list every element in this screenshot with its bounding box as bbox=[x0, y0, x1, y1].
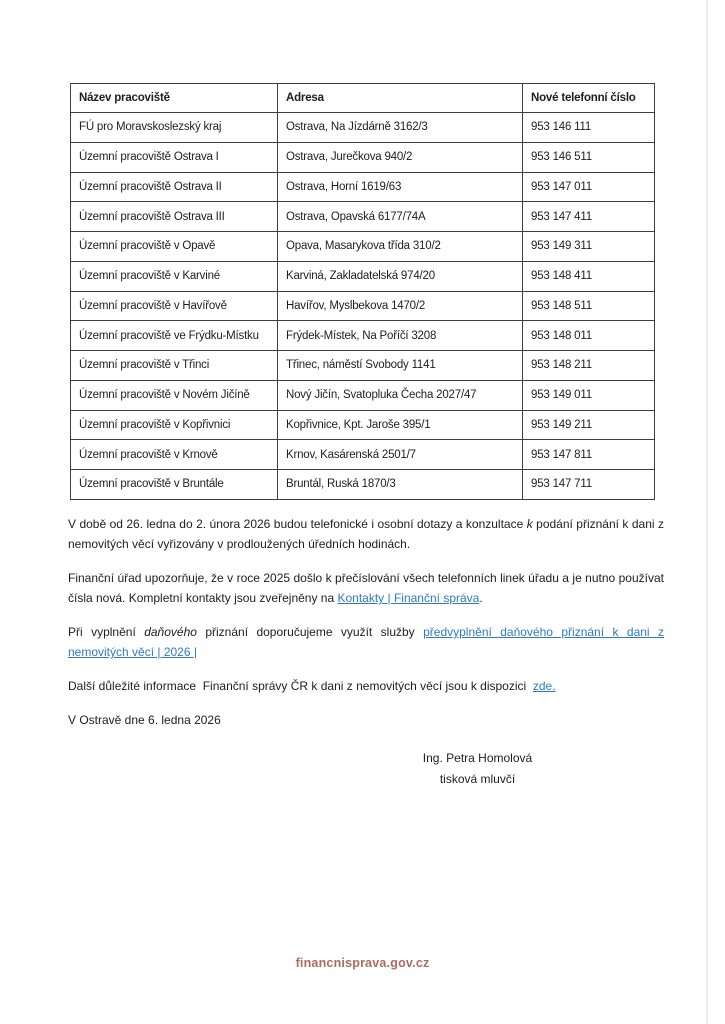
contacts-link[interactable]: Kontakty | Finanční správa bbox=[337, 591, 480, 605]
paragraph-office-hours bbox=[68, 514, 664, 554]
column-header-phone: Nové telefonní číslo bbox=[523, 84, 655, 113]
table-header-row bbox=[71, 84, 655, 113]
column-header-workplace: Název pracoviště bbox=[71, 84, 278, 113]
text-run-italic: daňového bbox=[144, 625, 197, 639]
workplace-cell: Územní pracoviště v Novém Jičíně bbox=[71, 380, 278, 410]
workplace-cell: Územní pracoviště v Bruntále bbox=[71, 470, 278, 500]
contact-table bbox=[70, 83, 655, 500]
phone-cell: 953 147 011 bbox=[523, 172, 655, 202]
address-cell: Frýdek-Místek, Na Poříčí 3208 bbox=[278, 321, 523, 351]
text-run: Při vyplnění bbox=[68, 625, 145, 639]
signature-name: Ing. Petra Homolová bbox=[422, 751, 533, 765]
signature-block bbox=[330, 748, 625, 790]
workplace-cell: Územní pracoviště Ostrava III bbox=[71, 202, 278, 232]
table-row bbox=[71, 202, 655, 232]
workplace-cell: Územní pracoviště v Třinci bbox=[71, 351, 278, 381]
paragraph-renumbering bbox=[68, 568, 664, 608]
address-cell: Bruntál, Ruská 1870/3 bbox=[278, 470, 523, 500]
address-cell: Ostrava, Na Jízdárně 3162/3 bbox=[278, 113, 523, 143]
phone-cell: 953 149 311 bbox=[523, 232, 655, 262]
address-cell: Ostrava, Jurečkova 940/2 bbox=[278, 142, 523, 172]
paragraph-more-info bbox=[68, 676, 664, 696]
phone-cell: 953 146 511 bbox=[523, 142, 655, 172]
text-run: přiznání doporučujeme využít služby bbox=[196, 625, 424, 639]
table-row bbox=[71, 142, 655, 172]
workplace-cell: Územní pracoviště v Opavě bbox=[71, 232, 278, 262]
phone-cell: 953 147 811 bbox=[523, 440, 655, 470]
workplace-cell: Územní pracoviště v Kopřivnici bbox=[71, 410, 278, 440]
phone-cell: 953 148 211 bbox=[523, 351, 655, 381]
phone-cell: 953 148 411 bbox=[523, 261, 655, 291]
address-cell: Karviná, Zakladatelská 974/20 bbox=[278, 261, 523, 291]
text-run-italic: k bbox=[526, 517, 533, 531]
phone-cell: 953 148 511 bbox=[523, 291, 655, 321]
phone-cell: 953 146 111 bbox=[523, 113, 655, 143]
phone-cell: 953 147 411 bbox=[523, 202, 655, 232]
text-run: Další důležité informace Finanční správy ČR k dani z nemovitých věcí jsou k dispozici bbox=[68, 679, 533, 693]
phone-cell: 953 149 011 bbox=[523, 380, 655, 410]
table-row bbox=[71, 351, 655, 381]
workplace-cell: Územní pracoviště v Krnově bbox=[71, 440, 278, 470]
workplace-cell: Územní pracoviště Ostrava II bbox=[71, 172, 278, 202]
dateline: V Ostravě dne 6. ledna 2026 bbox=[68, 713, 221, 727]
table-row bbox=[71, 321, 655, 351]
paragraph-prefill bbox=[68, 622, 664, 662]
address-cell: Ostrava, Horní 1619/63 bbox=[278, 172, 523, 202]
workplace-cell: Územní pracoviště ve Frýdku-Místku bbox=[71, 321, 278, 351]
table-row bbox=[71, 232, 655, 262]
address-cell: Ostrava, Opavská 6177/74A bbox=[278, 202, 523, 232]
scan-artifact-line bbox=[706, 0, 708, 1024]
here-link[interactable]: zde. bbox=[532, 679, 556, 693]
body-text bbox=[68, 514, 664, 744]
text-run: . bbox=[479, 591, 483, 605]
table-row bbox=[71, 380, 655, 410]
table-row bbox=[71, 291, 655, 321]
address-cell: Nový Jičín, Svatopluka Čecha 2027/47 bbox=[278, 380, 523, 410]
footer-website: financnisprava.gov.cz bbox=[295, 956, 430, 970]
text-run: Finanční úřad upozorňuje, že v roce 2025 došlo k přečíslování všech telefonních linek úřadu a je nutno používat čísla nová. Kompletní kontakty jsou zveřejněny na bbox=[68, 571, 664, 605]
table-row bbox=[71, 113, 655, 143]
phone-cell: 953 147 711 bbox=[523, 470, 655, 500]
text-run: V době od 26. ledna do 2. února 2026 budou telefonické i osobní dotazy a konzultace bbox=[68, 517, 527, 531]
workplace-cell: Územní pracoviště v Havířově bbox=[71, 291, 278, 321]
workplace-cell: FÚ pro Moravskoslezský kraj bbox=[71, 113, 278, 143]
address-cell: Krnov, Kasárenská 2501/7 bbox=[278, 440, 523, 470]
column-header-address: Adresa bbox=[278, 84, 523, 113]
signature-title: tisková mluvčí bbox=[439, 772, 516, 786]
address-cell: Třinec, náměstí Svobody 1141 bbox=[278, 351, 523, 381]
address-cell: Kopřivnice, Kpt. Jaroše 395/1 bbox=[278, 410, 523, 440]
table-row bbox=[71, 440, 655, 470]
table-row bbox=[71, 410, 655, 440]
workplace-cell: Územní pracoviště Ostrava I bbox=[71, 142, 278, 172]
text-run: podání přiznání k dani z nemovitých věcí vyřizovány v prodloužených úředních hodinách. bbox=[68, 517, 664, 551]
workplace-cell: Územní pracoviště v Karviné bbox=[71, 261, 278, 291]
table-row bbox=[71, 470, 655, 500]
prefill-link[interactable]: předvyplnění daňového přiznání k dani z nemovitých věcí | 2026 | bbox=[68, 625, 665, 659]
phone-cell: 953 148 011 bbox=[523, 321, 655, 351]
table-row bbox=[71, 172, 655, 202]
address-cell: Opava, Masarykova třída 310/2 bbox=[278, 232, 523, 262]
address-cell: Havířov, Myslbekova 1470/2 bbox=[278, 291, 523, 321]
phone-cell: 953 149 211 bbox=[523, 410, 655, 440]
table-row bbox=[71, 261, 655, 291]
